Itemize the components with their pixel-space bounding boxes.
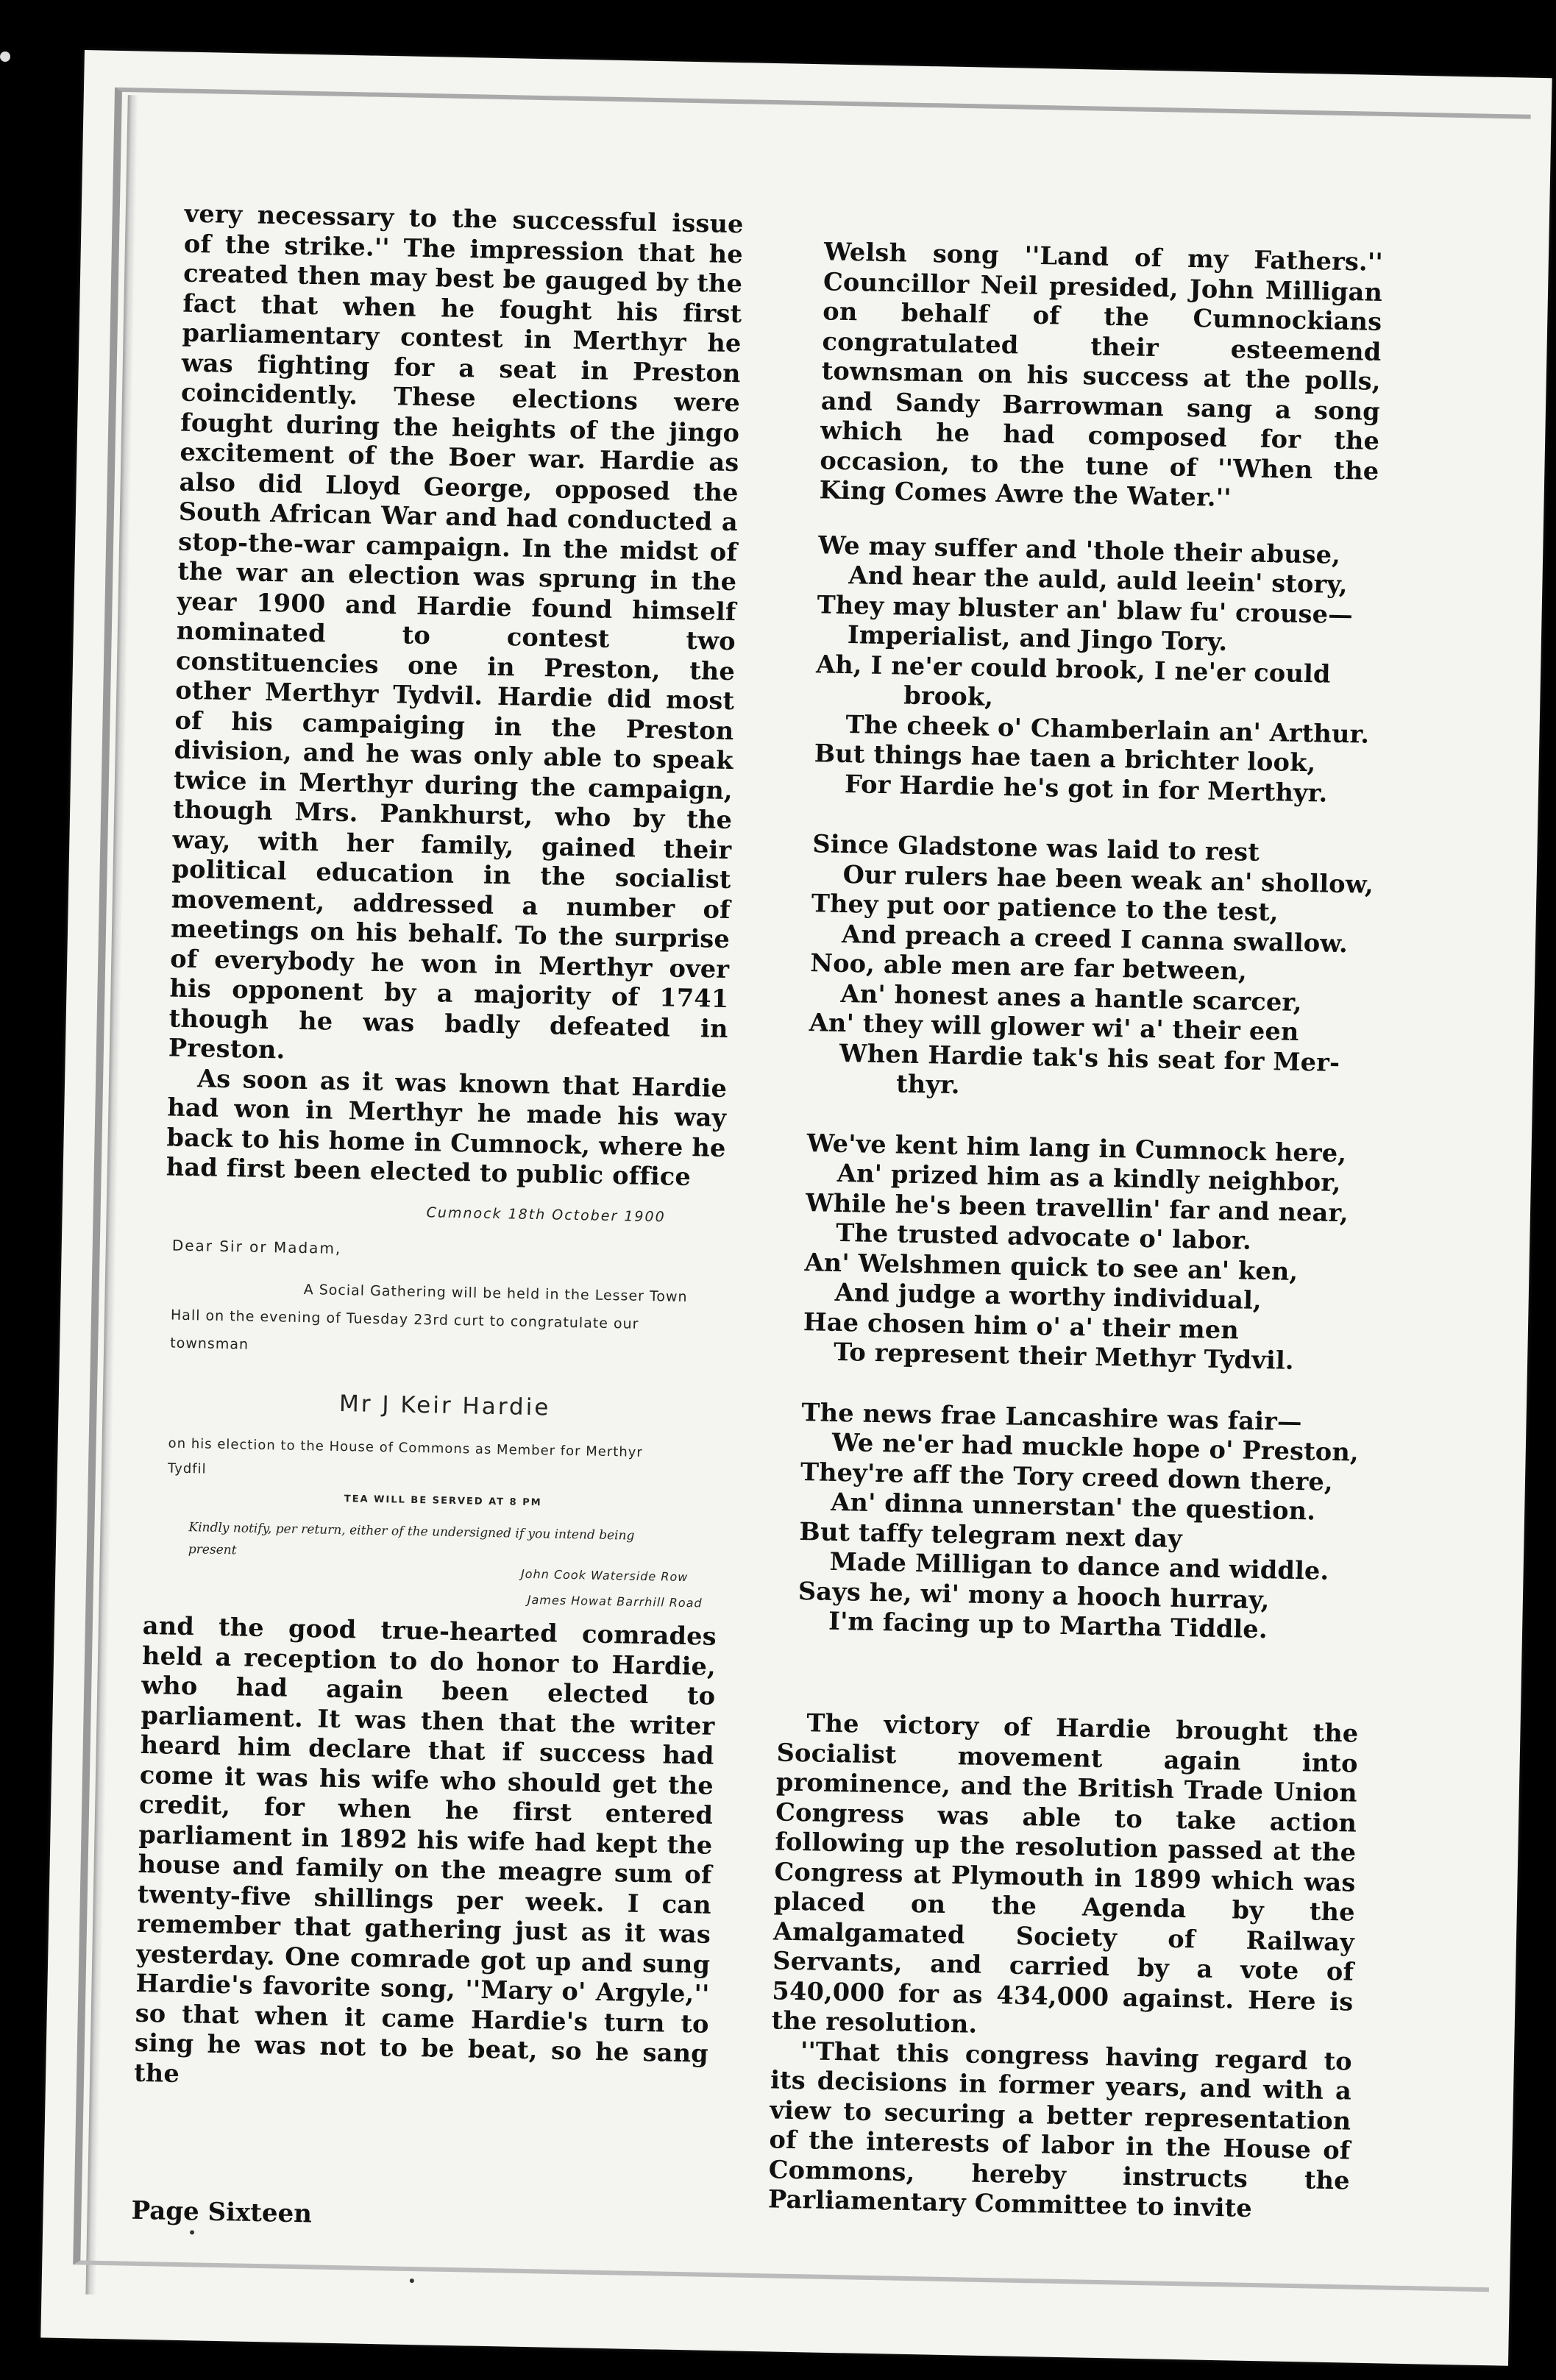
poem-stanza	[814, 530, 1378, 809]
poem-line: We've kent him lang in Cumnock here,	[806, 1128, 1347, 1168]
poem-line: But things hae taen a brichter look,	[814, 739, 1316, 778]
invitation-honoree: Mr J Keir Hardie	[338, 1390, 551, 1421]
paragraph: The victory of Hardie brought the Socialist movement again into prominence, and the British Trade Union Congress was able to take action following up the resolution passed at the Congress at Plymouth in 1899 which was placed on the Agenda by the Amalgamated Society of Railway Servants, and carried by a vote of 540,000 for as 434,000 against. Here is the resolution.	[771, 1708, 1359, 2039]
poem-line: An' Welshmen quick to see an' ken,	[804, 1247, 1299, 1286]
poem-line: Our rulers hae been weak an' shollow,	[842, 859, 1374, 899]
poem-line: And hear the auld, auld leein' story,	[848, 561, 1349, 600]
poem-line: We ne'er had muckle hope o' Preston,	[831, 1427, 1360, 1467]
poem-line: And preach a creed I canna swallow.	[841, 919, 1349, 958]
paragraph: ''That this congress having regard to its decisions in former years, and with a view to securing a better representation of the interests of labor in the House of Commons, hereby instructs the Parliamentary Committee to invite	[767, 2036, 1353, 2223]
poem-stanza	[803, 1129, 1366, 1378]
poem-line: An' dinna unnerstan' the question.	[830, 1487, 1316, 1526]
poem-stanza	[797, 1398, 1361, 1647]
poem-line: Since Gladstone was laid to rest	[812, 829, 1260, 867]
poem-line: While he's been travellin' far and near,	[805, 1187, 1349, 1227]
poem-line: Noo, able men are far between,	[809, 948, 1248, 986]
poem-line: An' honest anes a hantle scarcer,	[840, 978, 1303, 1017]
invitation-signatory: James Howat Barrhill Road	[527, 1592, 703, 1610]
poem	[797, 530, 1378, 1647]
ink-speck	[190, 2230, 194, 2234]
invitation-salutation: Dear Sir or Madam,	[171, 1236, 342, 1258]
poem-line: Ah, I ne'er could brook, I ne'er could	[815, 649, 1331, 689]
invitation-card	[165, 1200, 725, 1622]
paragraph: Welsh song ''Land of my Fathers.'' Councillor Neil presided, John Milligan on behalf of the Cumnockians congratulated their esteemend townsman on his success at the polls, and Sandy Barrowman sang a song which he had composed for the occasion, to the tune of ''When the King Comes Awre the Water.''	[819, 237, 1384, 513]
poem-line: thyr.	[895, 1069, 961, 1100]
invitation-date: Cumnock 18th October 1900	[426, 1204, 666, 1226]
poem-line: We may suffer and 'thole their abuse,	[817, 530, 1341, 569]
poem-line: They may bluster an' blaw fu' crouse—	[817, 589, 1354, 629]
poem-line: The cheek o' Chamberlain an' Arthur.	[845, 709, 1370, 749]
left-column-top	[166, 199, 744, 1193]
invitation-tea: TEA WILL BE SERVED AT 8 PM	[344, 1493, 542, 1509]
paragraph: and the good true-hearted comrades held a reception to do honor to Hardie, who had again been elected to parliament. It was then that the writer heard him declare that if success had come it was his wife who should get the credit, for when he first entered parliament in 1892 his wife had kept the house and family on the meagre sum of twenty-five shillings per week. I can remember that gathering just as it was yesterday. One comrade got up and sung Hardie's favorite song, ''Mary o' Argyle,'' so that when it came Hardie's turn to sing he was not to be beat, so he sang the	[133, 1610, 717, 2088]
poem-line: An' they will glower wi' a' their een	[809, 1008, 1299, 1046]
left-column-bottom	[134, 1611, 717, 2099]
invitation-notify: Kindly notify, per return, either of the undersigned if you intend being present	[188, 1520, 635, 1558]
poem-stanza	[808, 829, 1372, 1108]
paragraph: very necessary to the successful issue of the strike.'' The impression that he created then may best be gauged by the fact that when he fought his first parliamentary contest in Merthyr he was fighting for a seat in Preston coincidently. These elections were fought during the heights of the jingo excitement of the Boer war. Hardie as also did Lloyd George, opposed the South African War and had conducted a stop-the-war campaign. In the midst of the war an election was sprung in the year 1900 and Hardie found himself nominated to contest two constituencies one in Preston, the other Merthyr Tydvil. Hardie did most of his campaiging in the Preston division, and he was only able to speak twice in Merthyr during the campaign, though Mrs. Pankhurst, who by the way, with her family, gained their political education in the socialist movement, addressed a number of meetings on his behalf. To the surprise of everybody he won in Merthyr over his opponent by a majority of 1741 though he was badly defeated in Preston.	[168, 199, 744, 1065]
poem-line: To represent their Methyr Tydvil.	[833, 1337, 1295, 1375]
poem-line: Hae chosen him o' a' their men	[803, 1307, 1240, 1344]
poem-line: Made Milligan to dance and widdle.	[829, 1546, 1329, 1585]
poem-line: For Hardie he's got in for Merthyr.	[844, 769, 1328, 808]
poem-line: I'm facing up to Martha Tiddle.	[828, 1606, 1268, 1644]
poem-line: They put oor patience to the test,	[811, 889, 1279, 927]
poem-line: Says he, wi' mony a hooch hurray,	[797, 1576, 1270, 1614]
right-column-top	[797, 237, 1383, 1677]
scanned-page	[40, 50, 1552, 2366]
scan-speck	[0, 51, 10, 62]
poem-line: And judge a worthy individual,	[834, 1277, 1262, 1315]
invitation-election: on his election to the House of Commons as Member for Merthyr Tydfil	[167, 1435, 643, 1477]
right-column-bottom	[768, 1708, 1359, 2226]
poem-line: brook,	[903, 681, 994, 711]
poem-line: When Hardie tak's his seat for Mer-	[839, 1038, 1340, 1077]
poem-line: Imperialist, and Jingo Tory.	[847, 620, 1228, 656]
paragraph: As soon as it was known that Hardie had won in Merthyr he made his way back to his home in Cumnock, where he had first been elected to public office	[166, 1063, 728, 1192]
invitation-body: A Social Gathering will be held in the Lesser Town Hall on the evening of Tuesday 23rd curt to congratulate our townsman	[170, 1282, 688, 1353]
poem-line: The news frae Lancashire was fair—	[801, 1397, 1303, 1436]
poem-line: But taffy telegram next day	[799, 1516, 1183, 1553]
ink-speck	[410, 2278, 414, 2283]
poem-line: The trusted advocate o' labor.	[835, 1218, 1252, 1255]
invitation-signatory: John Cook Waterside Row	[520, 1566, 689, 1585]
page-number: Page Sixteen	[131, 2195, 313, 2229]
poem-line: They're aff the Tory creed down there,	[800, 1457, 1334, 1496]
poem-line: An' prized him as a kindly neighbor,	[836, 1158, 1342, 1198]
